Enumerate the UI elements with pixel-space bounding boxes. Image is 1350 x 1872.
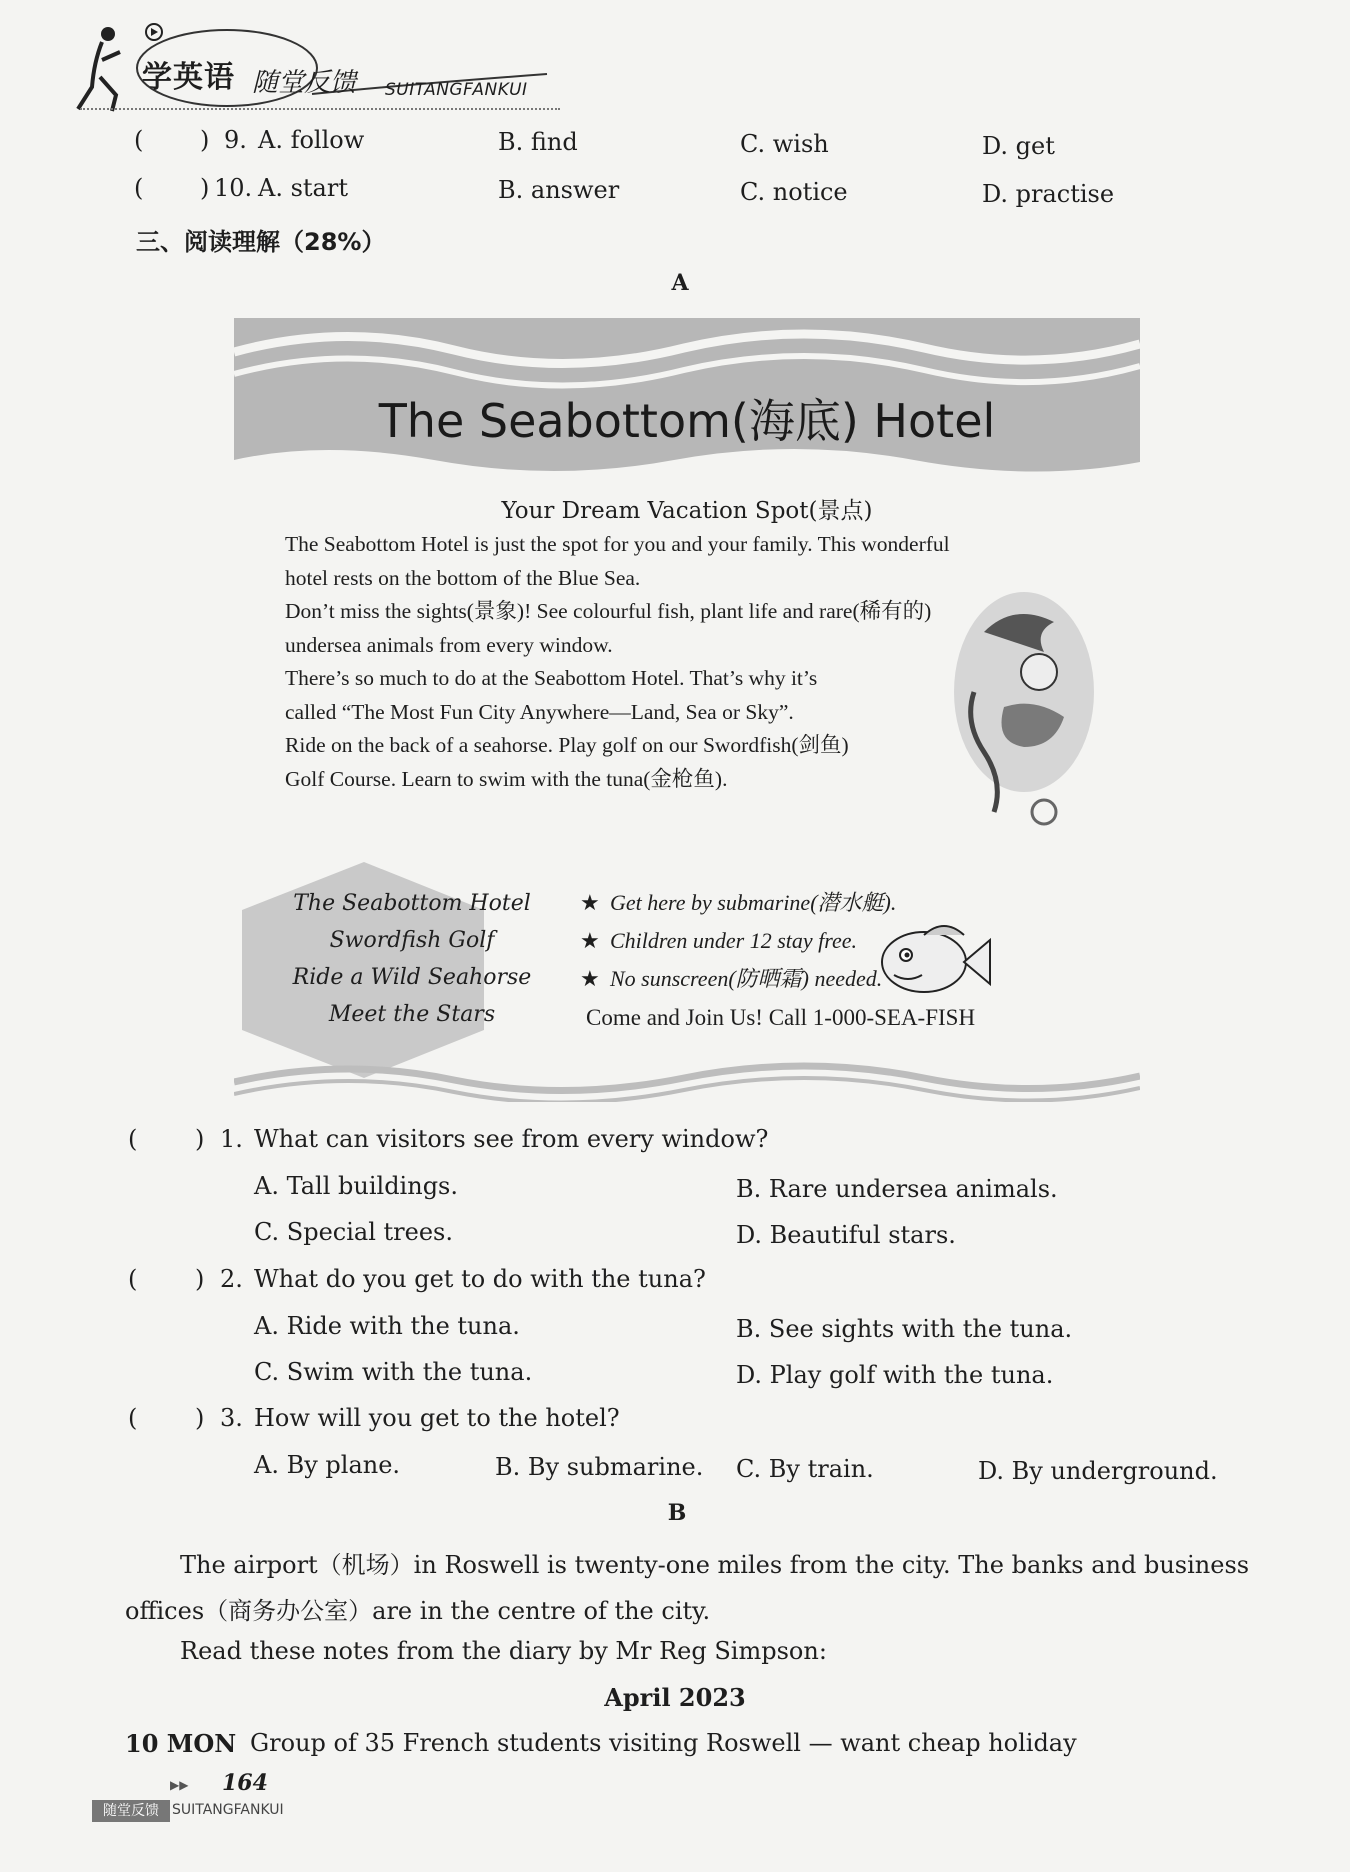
ad-line: Don’t miss the sights(景象)! See colourful fish, plant life and rare(稀有的) [285, 599, 932, 623]
star-item [580, 960, 896, 998]
star-feature-list [580, 884, 896, 998]
logo-latin-text: SUITANGFANKUI [385, 80, 528, 100]
star-icon: ★ [580, 890, 600, 915]
option-d: D. Beautiful stars. [736, 1221, 956, 1249]
footer-arrow-icon: ▶▶ [170, 1778, 189, 1792]
footer-latin-text: SUITANGFANKUI [172, 1802, 284, 1818]
hexagon-item: Swordfish Golf [329, 928, 495, 953]
question-number: 2. [220, 1265, 243, 1293]
question-text: What do you get to do with the tuna? [254, 1265, 706, 1293]
question-number: 9. [224, 126, 247, 154]
option-b: B. See sights with the tuna. [736, 1315, 1073, 1343]
star-item-text: No sunscreen(防晒霜) needed. [610, 966, 883, 991]
hotel-tagline: Your Dream Vacation Spot(景点) [501, 498, 873, 524]
diary-entry-text: Group of 35 French students visiting Roswell — want cheap holiday [250, 1729, 1077, 1757]
option-d: D. practise [982, 180, 1115, 208]
ad-line: The Seabottom Hotel is just the spot for you and your family. This wonderful [285, 532, 950, 556]
option-c: C. Swim with the tuna. [254, 1358, 533, 1386]
option-c: C. notice [740, 178, 848, 206]
part-b-label: B [667, 1500, 687, 1526]
star-item [580, 922, 896, 960]
answer-paren-close: ) [200, 126, 210, 154]
partb-paragraph-2: Read these notes from the diary by Mr Reg Simpson: [180, 1637, 827, 1665]
star-icon: ★ [580, 966, 600, 991]
question-number: 10. [214, 174, 253, 202]
hexagon-feature-list [282, 885, 542, 1033]
answer-paren-open[interactable]: ( [134, 174, 144, 202]
option-c: C. By train. [736, 1455, 874, 1483]
answer-paren-close: ) [195, 1125, 205, 1153]
star-item-text: Children under 12 stay free. [610, 928, 858, 953]
hexagon-item: The Seabottom Hotel [293, 891, 531, 916]
header-divider [80, 108, 560, 110]
hotel-title: The Seabottom(海底) Hotel [378, 394, 996, 448]
option-b: B. find [498, 128, 578, 156]
ad-line: Golf Course. Learn to swim with the tuna(金枪鱼). [285, 766, 728, 791]
star-item [580, 884, 896, 922]
ad-line: Ride on the back of a seahorse. Play golf on our Swordfish(剑鱼) [285, 733, 849, 757]
option-a: A. Ride with the tuna. [254, 1312, 520, 1340]
question-text: How will you get to the hotel? [254, 1404, 620, 1432]
option-d: D. Play golf with the tuna. [736, 1361, 1054, 1389]
part-a-label: A [671, 270, 689, 296]
answer-paren-open[interactable]: ( [128, 1125, 138, 1153]
logo-sub-text: 随堂反馈 [252, 68, 357, 98]
partb-paragraph-1-line-2: offices（商务办公室）are in the centre of the city. [125, 1597, 711, 1625]
star-icon: ★ [580, 928, 600, 953]
answer-paren-close: ) [200, 174, 210, 202]
ad-line: called “The Most Fun City Anywhere—Land, Sea or Sky”. [285, 699, 794, 724]
question-number: 3. [220, 1404, 243, 1432]
ad-line: hotel rests on the bottom of the Blue Sea. [285, 565, 641, 590]
answer-paren-close: ) [195, 1404, 205, 1432]
question-number: 1. [220, 1125, 243, 1153]
option-b: B. By submarine. [495, 1453, 704, 1481]
answer-paren-open[interactable]: ( [128, 1265, 138, 1293]
option-d: D. By underground. [978, 1457, 1218, 1485]
answer-paren-open[interactable]: ( [134, 126, 144, 154]
option-a: A. start [258, 174, 348, 202]
option-d: D. get [982, 132, 1055, 160]
answer-paren-close: ) [195, 1265, 205, 1293]
ad-line: undersea animals from every window. [285, 632, 613, 657]
partb-paragraph-1-line-1: The airport（机场）in Roswell is twenty-one miles from the city. The banks and business [180, 1551, 1250, 1579]
section-title: 三、阅读理解（28%） [136, 228, 386, 256]
question-text: What can visitors see from every window? [254, 1125, 769, 1153]
page-number: 164 [222, 1770, 268, 1796]
option-a: A. By plane. [254, 1451, 401, 1479]
option-b: B. Rare undersea animals. [736, 1175, 1058, 1203]
diary-entry-day: 10 MON [125, 1729, 237, 1758]
option-a: A. follow [258, 126, 365, 154]
ad-call-to-action: Come and Join Us! Call 1-000-SEA-FISH [586, 1005, 976, 1030]
hexagon-item: Ride a Wild Seahorse [292, 965, 532, 990]
ad-line: There’s so much to do at the Seabottom Hotel. That’s why it’s [285, 666, 818, 690]
logo-main-text: 学英语 [142, 60, 235, 95]
option-a: A. Tall buildings. [254, 1172, 458, 1200]
footer-badge: 随堂反馈 [92, 1800, 170, 1822]
option-c: C. wish [740, 130, 829, 158]
answer-paren-open[interactable]: ( [128, 1404, 138, 1432]
ad-body-text [285, 528, 1085, 796]
option-b: B. answer [498, 176, 620, 204]
hexagon-item: Meet the Stars [328, 1002, 496, 1027]
option-c: C. Special trees. [254, 1218, 453, 1246]
diary-month: April 2023 [604, 1683, 746, 1712]
star-item-text: Get here by submarine(潜水艇). [610, 890, 897, 915]
